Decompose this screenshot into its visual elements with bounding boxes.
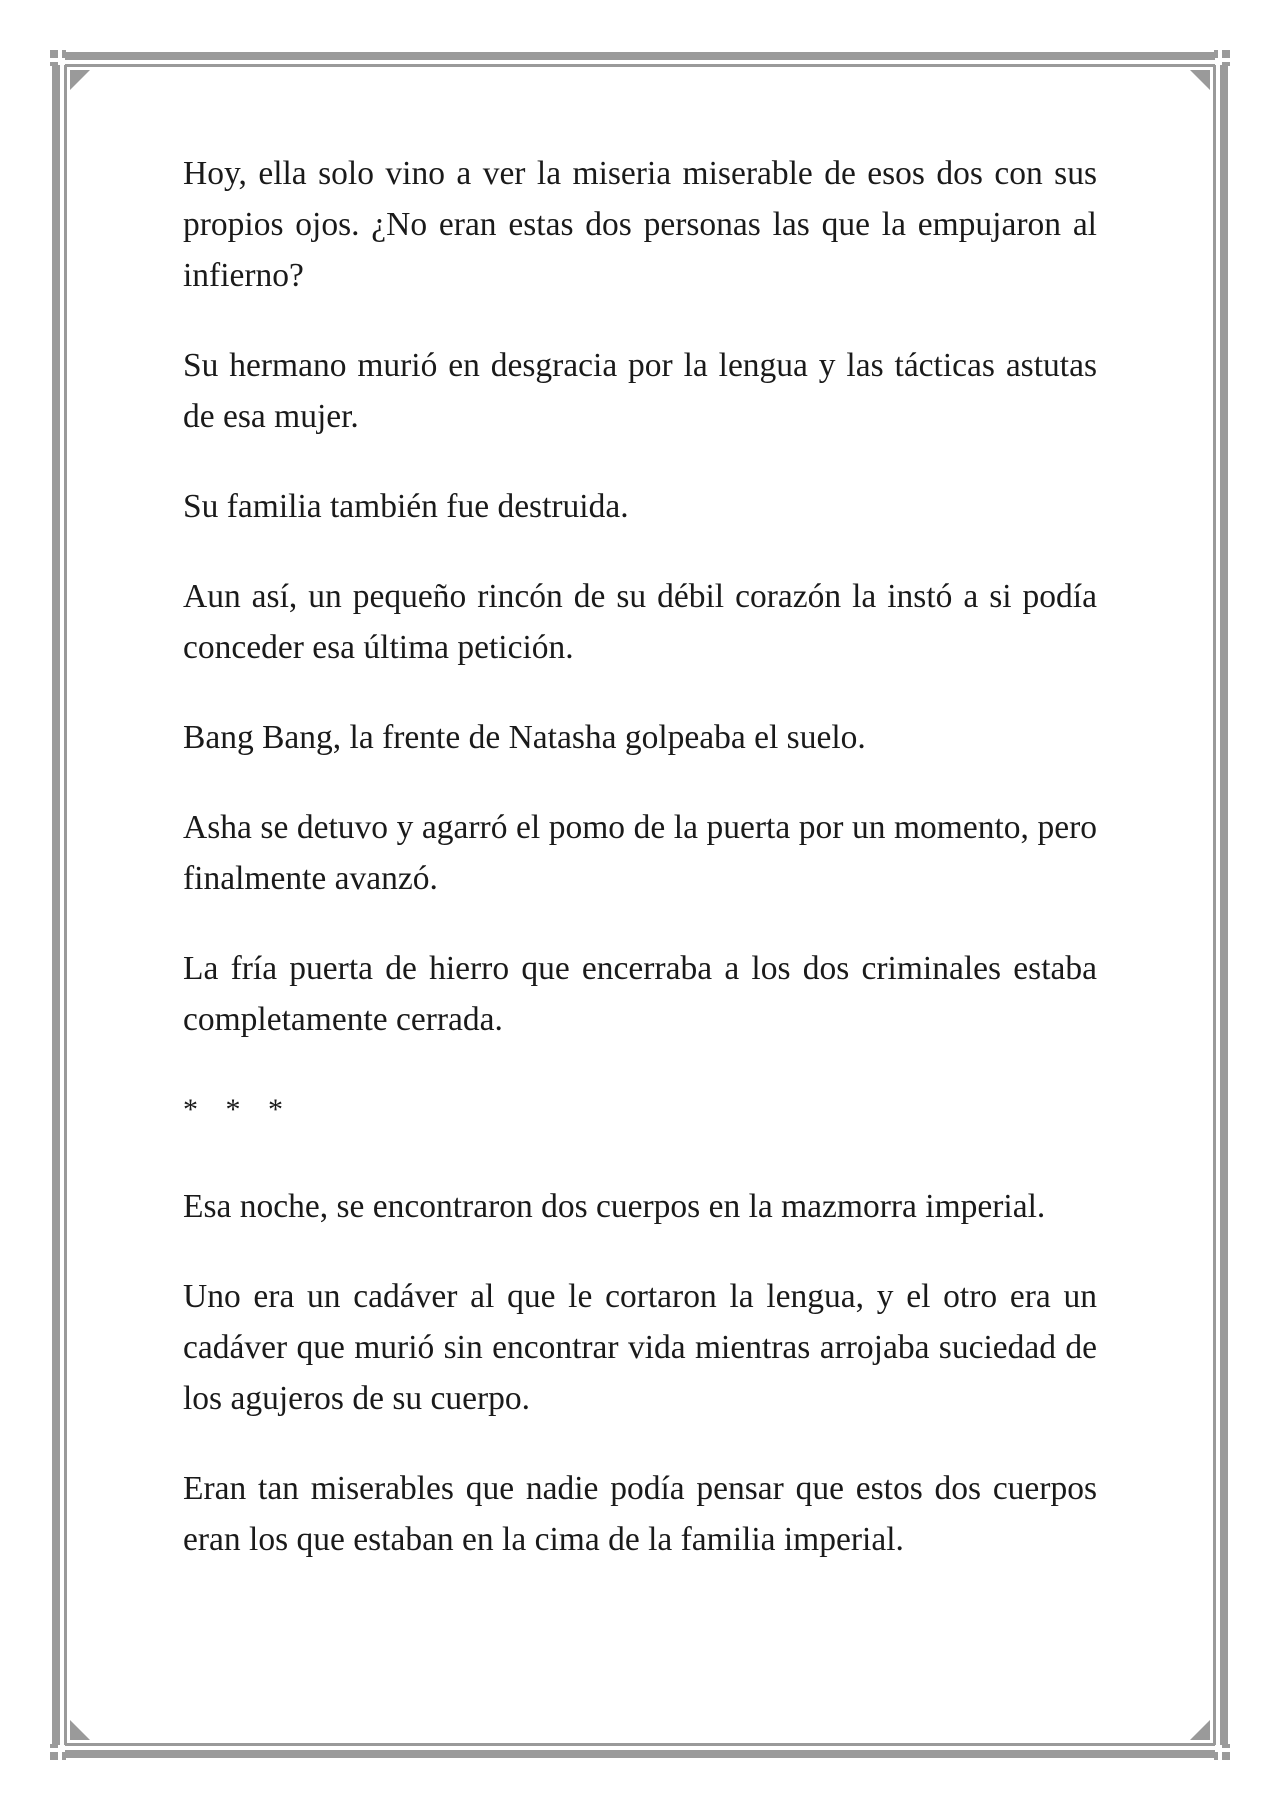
paragraph: Su hermano murió en desgracia por la lengua y las tácticas astutas de esa mujer. (183, 347, 1097, 435)
paragraph: Eran tan miserables que nadie podía pensar que estos dos cuerpos eran los que estaban en la cima de la familia imperial. (183, 1470, 1097, 1558)
document-body (183, 148, 1097, 1604)
paragraph: La fría puerta de hierro que encerraba a los dos criminales estaba completamente cerrada. (183, 950, 1097, 1038)
paragraph: Hoy, ella solo vino a ver la miseria miserable de esos dos con sus propios ojos. ¿No eran estas dos personas las que la empujaron al infierno? (183, 155, 1097, 294)
paragraph: Bang Bang, la frente de Natasha golpeaba el suelo. (183, 719, 866, 756)
paragraph: Esa noche, se encontraron dos cuerpos en la mazmorra imperial. (183, 1188, 1046, 1225)
paragraph: Su familia también fue destruida. (183, 488, 629, 525)
paragraph: Asha se detuvo y agarró el pomo de la puerta por un momento, pero finalmente avanzó. (183, 809, 1097, 897)
paragraph: Uno era un cadáver al que le cortaron la lengua, y el otro era un cadáver que murió sin encontrar vida mientras arrojaba suciedad de los agujeros de su cuerpo. (183, 1278, 1097, 1417)
paragraph: Aun así, un pequeño rincón de su débil corazón la instó a si podía conceder esa última petición. (183, 578, 1097, 666)
scene-separator: * * * (183, 1093, 293, 1126)
